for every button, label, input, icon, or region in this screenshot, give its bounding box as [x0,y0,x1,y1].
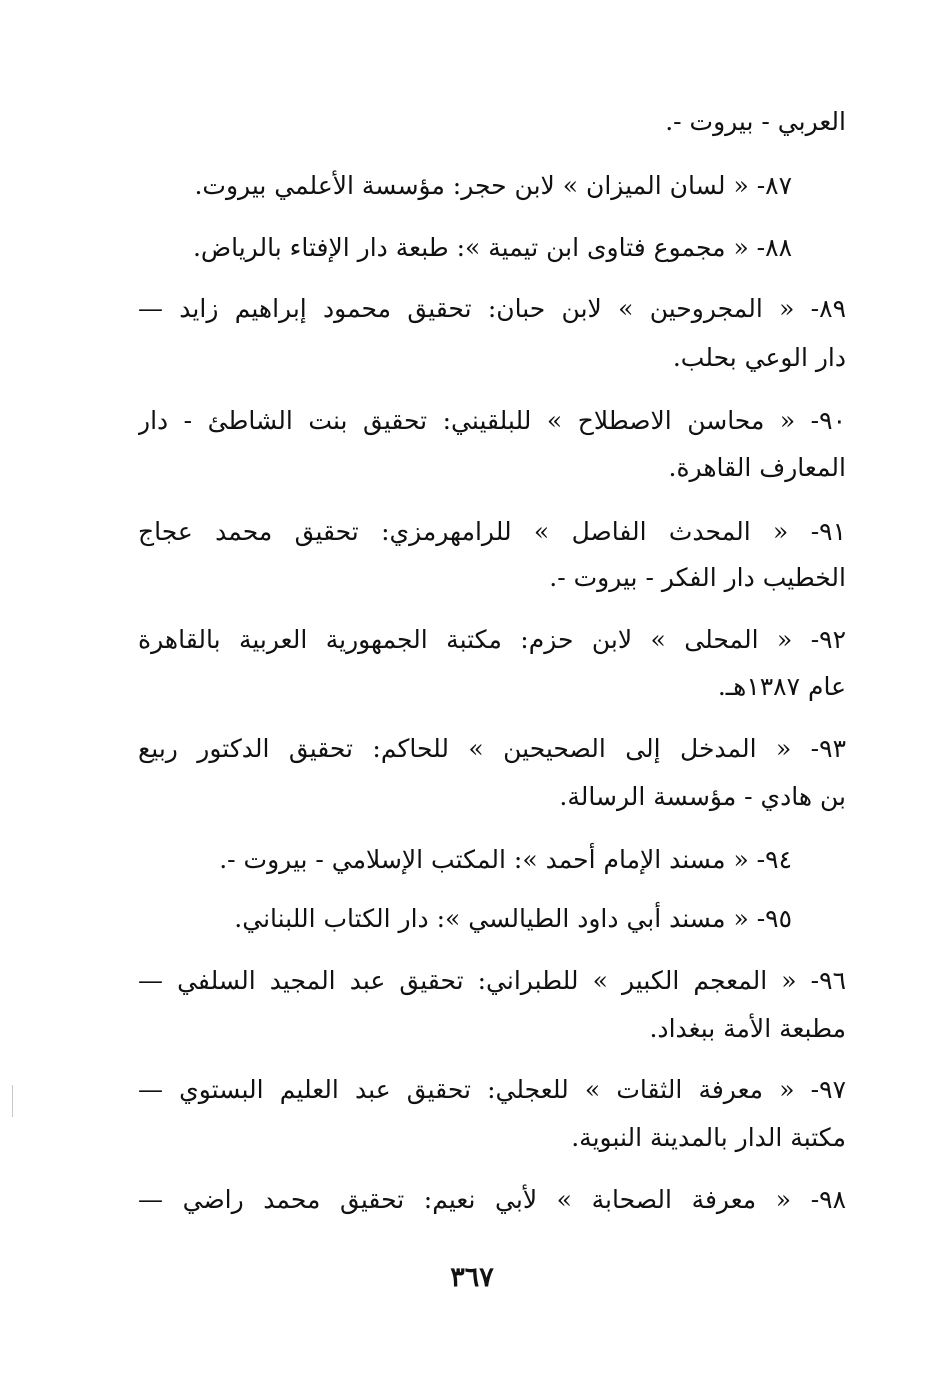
bibliography-entry-88: ٨٨- « مجموع فتاوى ابن تيمية »: طبعة دار الإفتاء بالرياض. [192,233,792,262]
bibliography-entry-97: ٩٧- « معرفة الثقات » للعجلي: تحقيق عبد العليم البستوي — [138,1075,846,1104]
text-line-continuation: العربي - بيروت -. [665,107,846,136]
bibliography-entry-97-continued: مكتبة الدار بالمدينة النبوية. [571,1123,846,1152]
bibliography-entry-89: ٨٩- « المجروحين » لابن حبان: تحقيق محمود إبراهيم زايد — [138,294,846,323]
page-number: ٣٦٧ [450,1262,494,1293]
bibliography-entry-91: ٩١- « المحدث الفاصل » للرامهرمزي: تحقيق محمد عجاج [138,517,846,546]
bibliography-entry-89-continued: دار الوعي بحلب. [672,343,846,372]
bibliography-entry-98: ٩٨- « معرفة الصحابة » لأبي نعيم: تحقيق محمد راضي — [138,1185,846,1214]
bibliography-entry-87: ٨٧- « لسان الميزان » لابن حجر: مؤسسة الأعلمي بيروت. [194,171,792,200]
bibliography-entry-93: ٩٣- « المدخل إلى الصحيحين » للحاكم: تحقيق الدكتور ربيع [138,734,846,763]
bibliography-entry-90: ٩٠- « محاسن الاصطلاح » للبلقيني: تحقيق بنت الشاطئ - دار [138,406,846,435]
bibliography-entry-91-continued: الخطيب دار الفكر - بيروت -. [549,563,846,592]
bibliography-entry-96-continued: مطبعة الأمة ببغداد. [649,1014,846,1043]
bibliography-entry-92: ٩٢- « المحلى » لابن حزم: مكتبة الجمهورية العربية بالقاهرة [138,625,846,654]
bibliography-entry-93-continued: بن هادي - مؤسسة الرسالة. [559,782,846,811]
scan-margin-mark [12,1085,13,1117]
bibliography-entry-95: ٩٥- « مسند أبي داود الطيالسي »: دار الكتاب اللبناني. [234,904,792,933]
bibliography-entry-96: ٩٦- « المعجم الكبير » للطبراني: تحقيق عبد المجيد السلفي — [138,966,846,995]
bibliography-entry-90-continued: المعارف القاهرة. [668,453,846,482]
bibliography-entry-92-continued: عام ١٣٨٧هـ. [717,672,846,701]
bibliography-entry-94: ٩٤- « مسند الإمام أحمد »: المكتب الإسلامي - بيروت -. [219,845,792,874]
